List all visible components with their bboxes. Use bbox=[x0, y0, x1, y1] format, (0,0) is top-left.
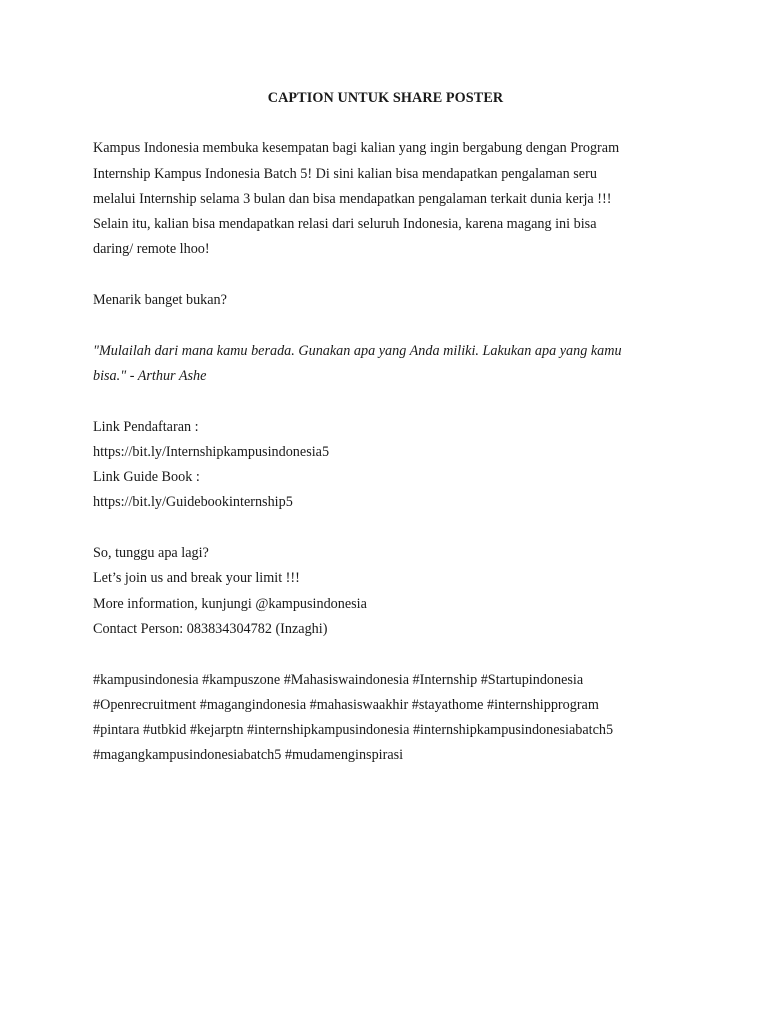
registration-link-label: Link Pendaftaran : bbox=[93, 418, 199, 435]
intro-line: Kampus Indonesia membuka kesempatan bagi kalian yang ingin bergabung dengan Program bbox=[93, 140, 620, 157]
quote-line: bisa." - Arthur Ashe bbox=[93, 367, 207, 384]
hashtag-line: #kampusindonesia #kampuszone #Mahasiswaindonesia #Internship #Startupindonesia bbox=[93, 671, 584, 688]
cta-line: So, tunggu apa lagi? bbox=[93, 545, 209, 562]
intro-paragraph bbox=[93, 136, 683, 262]
quote-line: "Mulailah dari mana kamu berada. Gunakan apa yang Anda miliki. Lakukan apa yang kamu bbox=[93, 342, 622, 359]
document-title: CAPTION UNTUK SHARE POSTER bbox=[267, 90, 504, 106]
intro-line: daring/ remote lhoo! bbox=[93, 241, 210, 258]
cta-paragraph bbox=[93, 541, 683, 642]
intro-line: Internship Kampus Indonesia Batch 5! Di sini kalian bisa mendapatkan pengalaman seru bbox=[93, 165, 597, 182]
hashtag-line: #pintara #utbkid #kejarptn #internshipkampusindonesia #internshipkampusindonesiabatch5 bbox=[93, 722, 614, 739]
hashtag-line: #magangkampusindonesiabatch5 #mudamenginspirasi bbox=[93, 747, 404, 764]
guidebook-link-label: Link Guide Book : bbox=[93, 469, 200, 486]
hashtag-line: #Openrecruitment #magangindonesia #mahasiswaakhir #stayathome #internshipprogram bbox=[93, 696, 599, 713]
registration-link-url[interactable]: https://bit.ly/Internshipkampusindonesia5 bbox=[93, 443, 330, 460]
question-line: Menarik banget bukan? bbox=[93, 292, 227, 309]
intro-line: Selain itu, kalian bisa mendapatkan relasi dari seluruh Indonesia, karena magang ini bisa bbox=[93, 216, 597, 233]
links-paragraph bbox=[93, 415, 683, 516]
cta-line: More information, kunjungi @kampusindonesia bbox=[93, 595, 367, 612]
cta-line: Let’s join us and break your limit !!! bbox=[93, 570, 300, 587]
hashtags-paragraph bbox=[93, 668, 683, 769]
document-body bbox=[93, 86, 683, 794]
intro-line: melalui Internship selama 3 bulan dan bisa mendapatkan pengalaman terkait dunia kerja !!! bbox=[93, 190, 612, 207]
guidebook-link-url[interactable]: https://bit.ly/Guidebookinternship5 bbox=[93, 494, 293, 511]
contact-person-line: Contact Person: 083834304782 (Inzaghi) bbox=[93, 620, 328, 637]
question-paragraph bbox=[93, 288, 683, 313]
quote-paragraph bbox=[93, 339, 683, 390]
